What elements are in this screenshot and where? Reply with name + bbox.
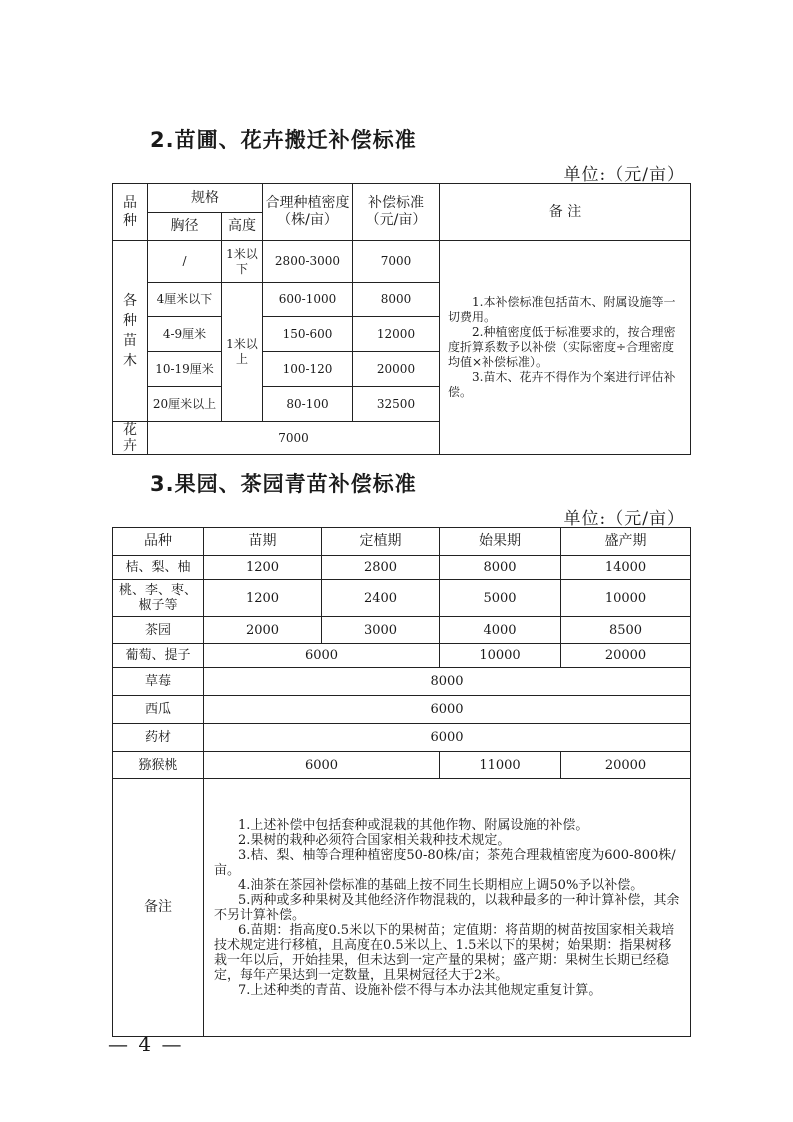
table-row [113, 696, 691, 724]
nursery-compensation-table [112, 183, 691, 455]
height-cell: 1米以上 [222, 283, 263, 422]
value-cell: 6000 [204, 644, 440, 668]
value-cell: 8000 [204, 668, 691, 696]
density-cell: 80-100 [263, 387, 353, 422]
header-fruiting: 始果期 [440, 528, 561, 556]
trees-label: 各种苗木 [113, 241, 148, 422]
value-cell: 20000 [561, 752, 691, 779]
value-cell: 6000 [204, 752, 440, 779]
table-row [113, 580, 691, 617]
standard-cell: 32500 [353, 387, 440, 422]
dbh-cell: 20厘米以上 [148, 387, 222, 422]
value-cell: 5000 [440, 580, 561, 617]
height-cell: 1米以下 [222, 241, 263, 283]
standard-cell: 8000 [353, 283, 440, 317]
variety-cell: 草莓 [113, 668, 204, 696]
note-item: 6.苗期：指高度0.5米以下的果树苗；定值期：将苗期的树苗按国家相关栽培技术规定进行移植，且高度在0.5米以上、1.5米以下的果树；始果期：指果树移栽一年以后，开始挂果，但未达到一定产量的果树；盛产期：果树生长期已经稳定，每年产果达到一定数量，且果树冠径大于2米。 [214, 922, 675, 983]
note-item: 4.油茶在茶园补偿标准的基础上按不同生长期相应上调50%予以补偿。 [238, 877, 644, 893]
variety-cell: 西瓜 [113, 696, 204, 724]
section3-unit: 单位:（元/亩） [563, 509, 685, 529]
note-item: 7.上述种类的青苗、设施补偿不得与本办法其他规定重复计算。 [238, 982, 602, 998]
header-seedling: 苗期 [204, 528, 322, 556]
value-cell: 6000 [204, 724, 691, 752]
value-cell: 14000 [561, 556, 691, 580]
dbh-cell: / [148, 241, 222, 283]
value-cell: 2400 [322, 580, 440, 617]
dbh-cell: 4-9厘米 [148, 317, 222, 352]
standard-cell: 12000 [353, 317, 440, 352]
table-row [113, 617, 691, 644]
header-dbh: 胸径 [148, 213, 222, 241]
value-cell: 8000 [440, 556, 561, 580]
value-cell: 2000 [204, 617, 322, 644]
dbh-cell: 4厘米以下 [148, 283, 222, 317]
value-cell: 3000 [322, 617, 440, 644]
table-row [113, 556, 691, 580]
header-standard: 补偿标准（元/亩） [353, 184, 440, 241]
variety-cell: 茶园 [113, 617, 204, 644]
variety-cell: 桃、李、枣、椒子等 [113, 580, 204, 617]
page-number: — 4 — [108, 1032, 184, 1056]
header-planting: 定植期 [322, 528, 440, 556]
header-note: 备 注 [440, 184, 691, 241]
variety-cell: 药材 [113, 724, 204, 752]
table-row [113, 644, 691, 668]
value-cell: 11000 [440, 752, 561, 779]
section2-title: 2.苗圃、花卉搬迁补偿标准 [150, 128, 417, 152]
section3-title: 3.果园、茶园青苗补偿标准 [150, 472, 417, 496]
note-item: 5.两种或多种果树及其他经济作物混栽的，以栽种最多的一种计算补偿，其余不另计算补偿。 [214, 892, 680, 923]
table-row [113, 241, 691, 283]
value-cell: 6000 [204, 696, 691, 724]
note-item: 2.果树的栽种必须符合国家相关栽种技术规定。 [238, 832, 511, 848]
table-row [113, 752, 691, 779]
value-cell: 1200 [204, 580, 322, 617]
variety-cell: 葡萄、提子 [113, 644, 204, 668]
table-row [113, 668, 691, 696]
header-peak: 盛产期 [561, 528, 691, 556]
density-cell: 150-600 [263, 317, 353, 352]
value-cell: 8500 [561, 617, 691, 644]
flowers-label: 花卉 [113, 422, 148, 455]
header-variety: 品种 [113, 528, 204, 556]
orchard-compensation-table [112, 527, 691, 1037]
header-spec: 规格 [148, 184, 263, 213]
header-height: 高度 [222, 213, 263, 241]
value-cell: 20000 [561, 644, 691, 668]
standard-cell: 7000 [353, 241, 440, 283]
density-cell: 600-1000 [263, 283, 353, 317]
density-cell: 100-120 [263, 352, 353, 387]
header-density: 合理种植密度（株/亩） [263, 184, 353, 241]
value-cell: 10000 [440, 644, 561, 668]
dbh-cell: 10-19厘米 [148, 352, 222, 387]
flowers-value: 7000 [148, 422, 440, 455]
variety-cell: 猕猴桃 [113, 752, 204, 779]
note-item: 3.桔、梨、柚等合理种植密度50-80株/亩；茶苑合理栽植密度为600-800株/亩。 [214, 847, 676, 878]
density-cell: 2800-3000 [263, 241, 353, 283]
section2-notes [440, 241, 691, 455]
table-row [113, 779, 691, 1037]
section2-unit: 单位:（元/亩） [563, 165, 685, 185]
notes-label: 备注 [113, 779, 204, 1037]
value-cell: 2800 [322, 556, 440, 580]
note-item: 3.苗木、花卉不得作为个案进行评估补偿。 [448, 370, 676, 399]
table-row [113, 724, 691, 752]
table-header-row [113, 528, 691, 556]
note-item: 1.本补偿标准包括苗木、附属设施等一切费用。 [448, 295, 676, 324]
note-item: 1.上述补偿中包括套种或混栽的其他作物、附属设施的补偿。 [238, 817, 589, 833]
note-item: 2.种植密度低于标准要求的，按合理密度折算系数予以补偿（实际密度÷合理密度均值×补偿标准）。 [448, 325, 676, 369]
variety-cell: 桔、梨、柚 [113, 556, 204, 580]
section3-notes [204, 779, 691, 1037]
value-cell: 10000 [561, 580, 691, 617]
value-cell: 4000 [440, 617, 561, 644]
standard-cell: 20000 [353, 352, 440, 387]
header-variety: 品种 [113, 184, 148, 241]
value-cell: 1200 [204, 556, 322, 580]
